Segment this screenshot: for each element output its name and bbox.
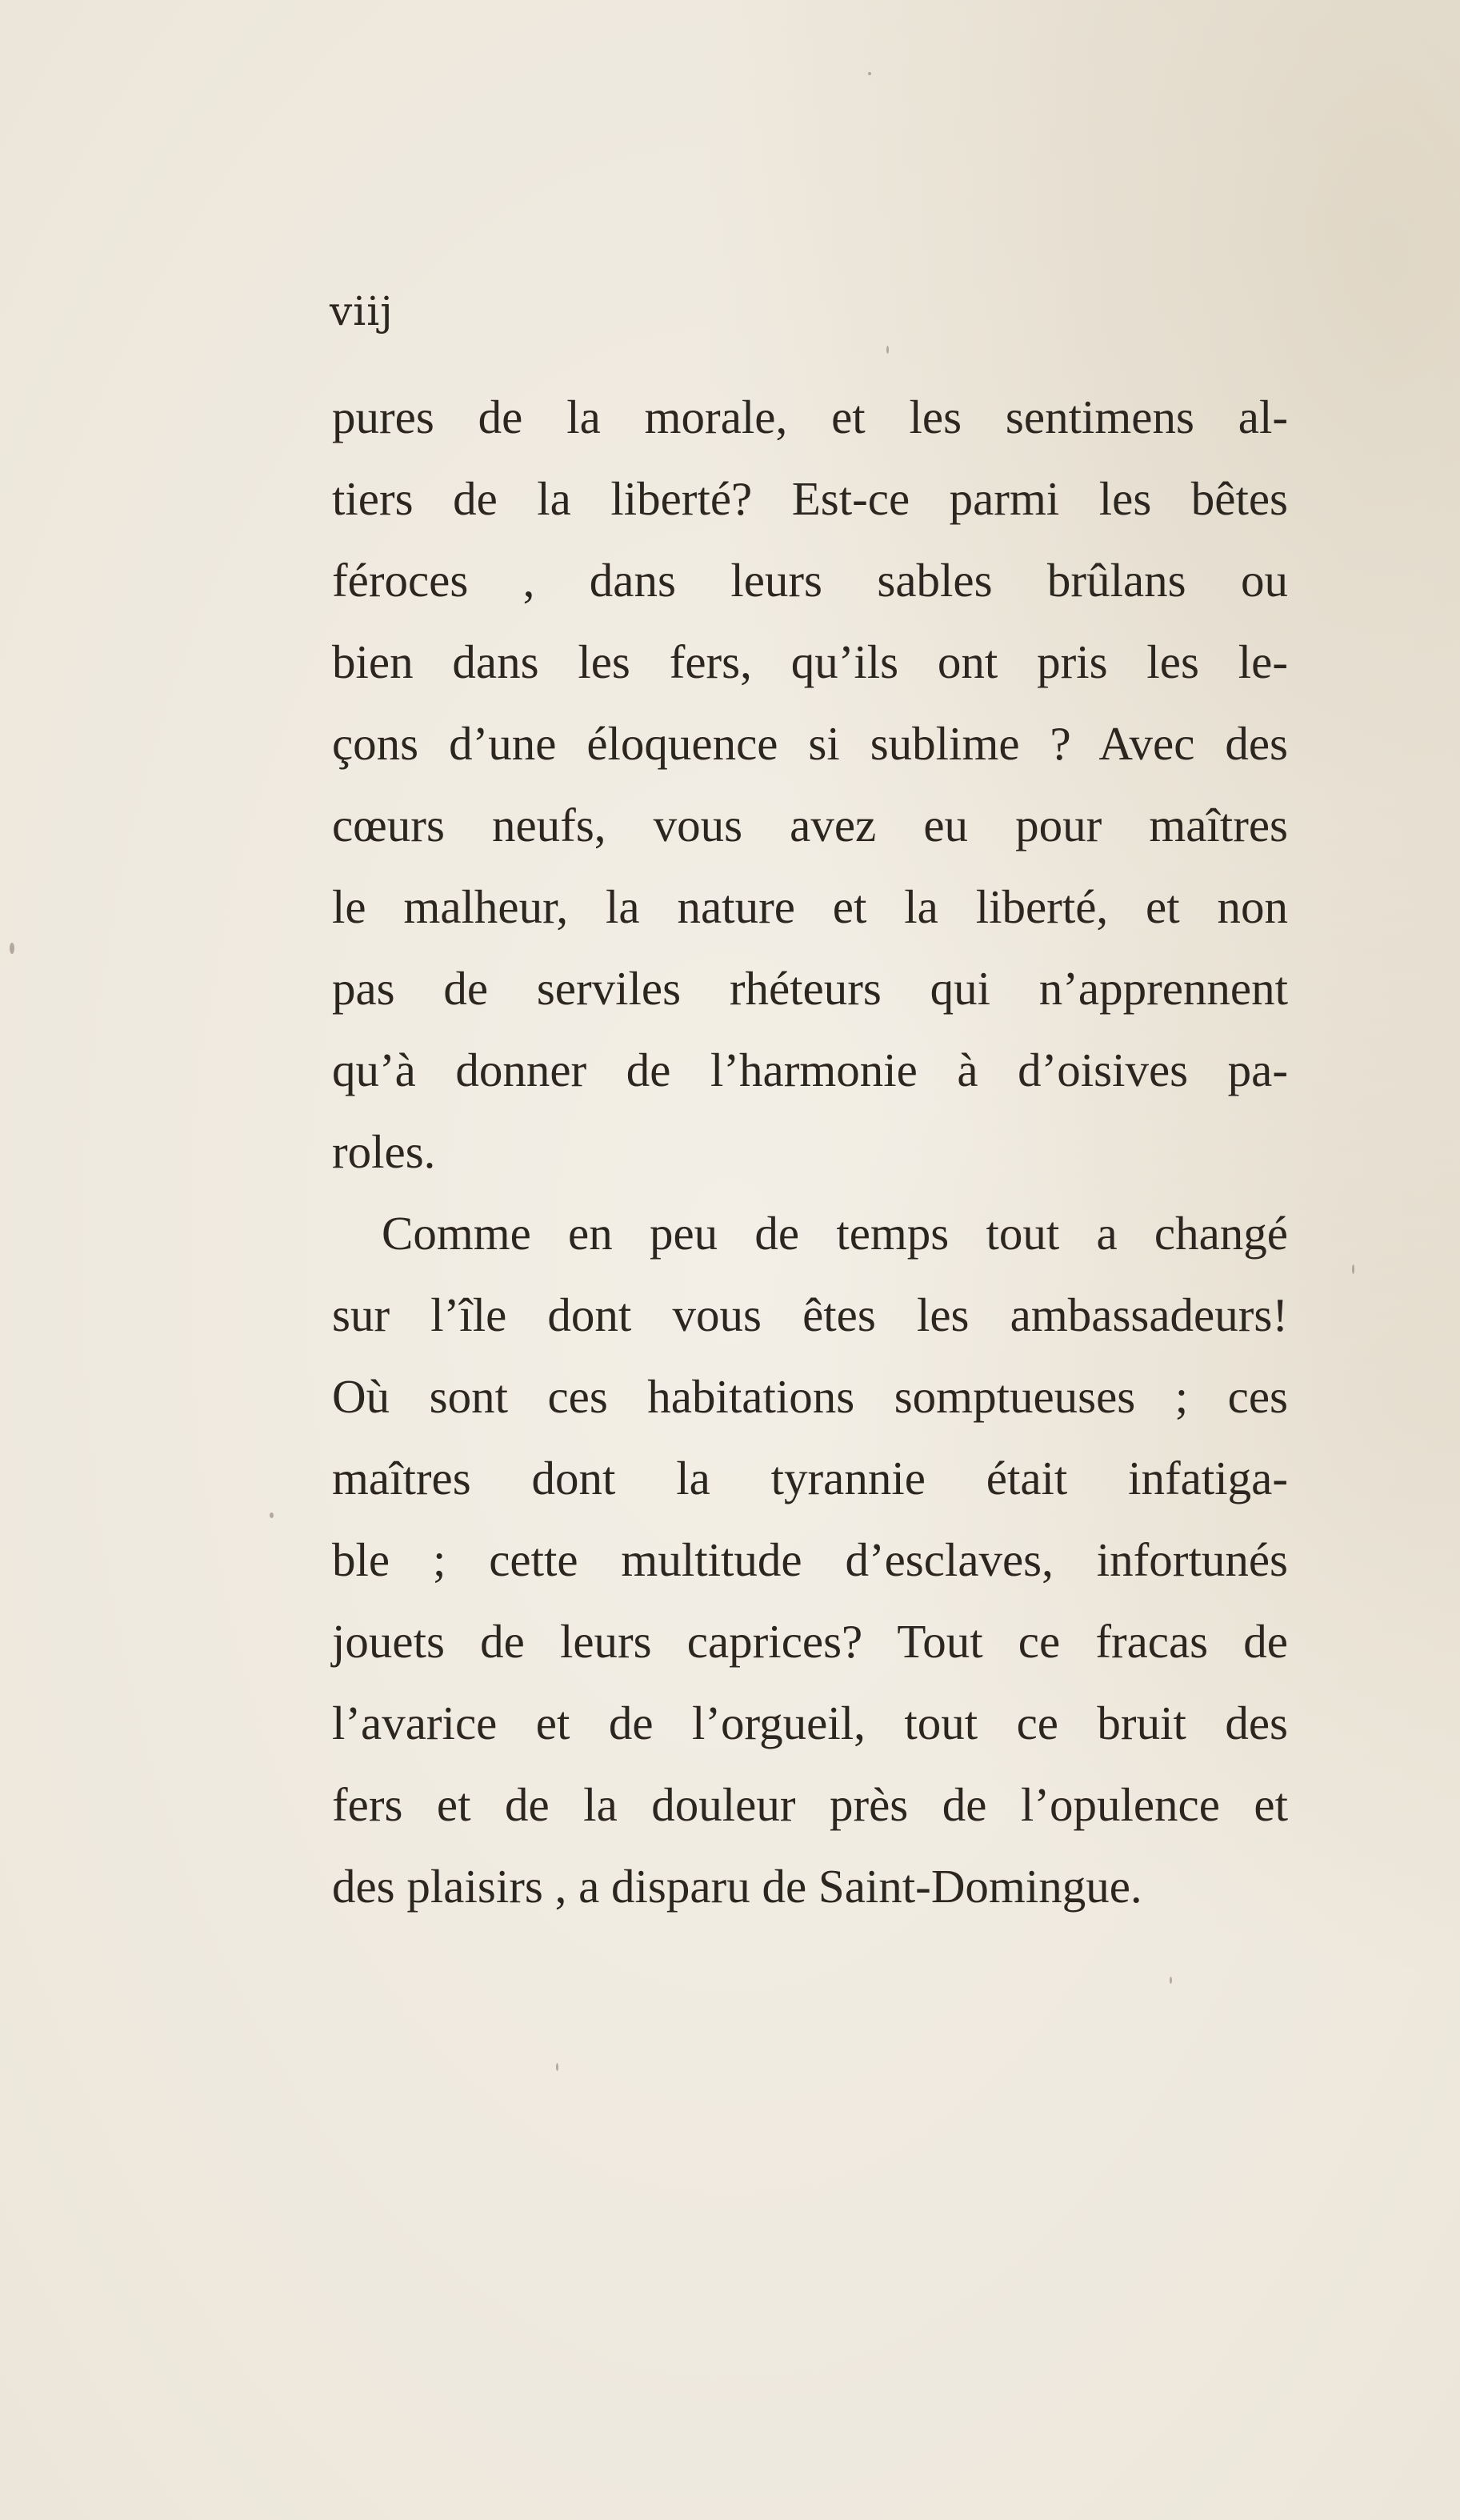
text-line-paragraph-end: des plaisirs , a disparu de Saint-Domingue. <box>332 1860 1142 1913</box>
text-line: ble ; cette multitude d’esclaves, infortunés <box>332 1533 1288 1586</box>
text-line: pures de la morale, et les sentimens al- <box>332 391 1288 443</box>
paper-speck <box>1170 1977 1172 1984</box>
text-line-paragraph-end: roles. <box>332 1125 436 1178</box>
paper-speck <box>556 2063 558 2071</box>
body-text <box>332 376 1288 1927</box>
text-line: bien dans les fers, qu’ils ont pris les le- <box>332 635 1288 688</box>
text-line-paragraph-start: Comme en peu de temps tout a changé <box>382 1207 1288 1260</box>
text-line: l’avarice et de l’orgueil, tout ce bruit des <box>332 1697 1288 1749</box>
paper-speck <box>868 72 871 75</box>
text-line: pas de serviles rhéteurs qui n’apprennent <box>332 962 1288 1015</box>
text-line: qu’à donner de l’harmonie à d’oisives pa- <box>332 1044 1288 1096</box>
page-number: viij <box>330 288 394 335</box>
text-line: jouets de leurs caprices? Tout ce fracas de <box>332 1615 1288 1668</box>
text-line: cœurs neufs, vous avez eu pour maîtres <box>332 799 1288 851</box>
text-line: maîtres dont la tyrannie était infatiga- <box>332 1452 1288 1504</box>
text-line: le malheur, la nature et la liberté, et non <box>332 880 1288 933</box>
text-line: sur l’île dont vous êtes les ambassadeurs! <box>332 1288 1288 1341</box>
paper-speck <box>270 1512 274 1518</box>
text-line: fers et de la douleur près de l’opulence et <box>332 1778 1288 1831</box>
paper-speck <box>1352 1264 1354 1274</box>
paper-speck <box>10 943 14 954</box>
text-line: féroces , dans leurs sables brûlans ou <box>332 554 1288 607</box>
text-line: çons d’une éloquence si sublime ? Avec des <box>332 717 1288 770</box>
paper-speck <box>886 346 889 354</box>
text-line: Où sont ces habitations somptueuses ; ces <box>332 1370 1288 1423</box>
text-line: tiers de la liberté? Est-ce parmi les bêtes <box>332 472 1288 525</box>
